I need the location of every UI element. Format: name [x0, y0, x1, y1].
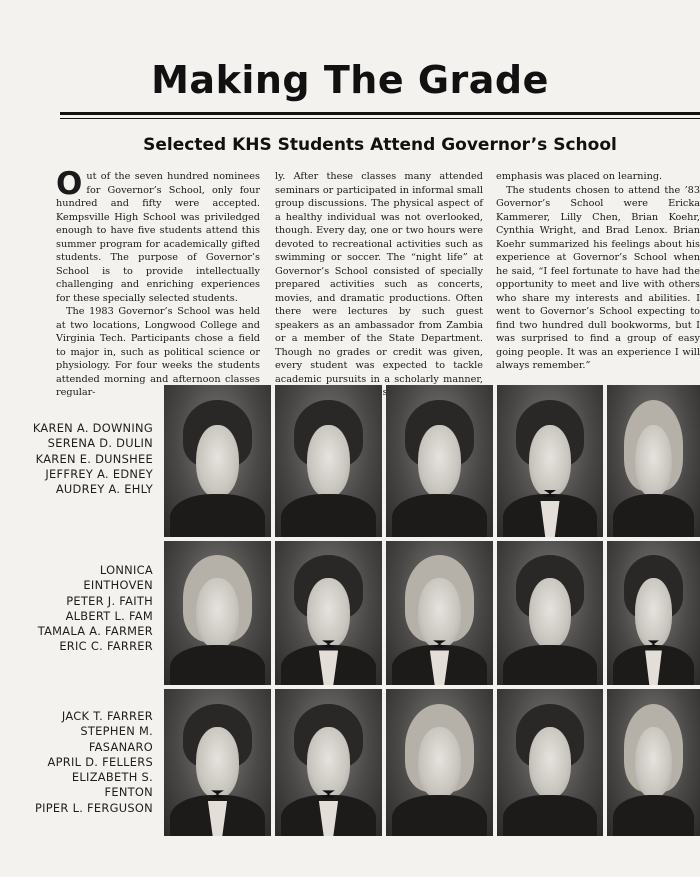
article-column-3 [496, 170, 700, 373]
student-name: KAREN E. DUNSHEE [35, 451, 153, 466]
student-portrait [386, 689, 493, 836]
student-portrait [275, 541, 382, 685]
article-column-2 [275, 170, 483, 400]
student-portrait [497, 689, 603, 836]
name-list-row-1 [0, 421, 153, 497]
column-3-paragraph-1: emphasis was placed on learning. [496, 171, 663, 182]
student-name: FENTON [104, 785, 153, 800]
student-name: PIPER L. FERGUSON [34, 800, 153, 815]
student-portrait [607, 689, 700, 836]
student-portrait [386, 385, 493, 537]
student-portrait [164, 385, 271, 537]
student-name: ELIZABETH S. [71, 770, 153, 785]
article-headline: Selected KHS Students Attend Governor’s School [143, 135, 617, 155]
title-rule-thin [60, 118, 700, 119]
column-1-paragraph-2: The 1983 Governor’s School was held at two locations, Longwood College and Virginia Tech. Participants chose a field to major in, such as political science or physiology. For four weeks the students attended morning and afternoon classes regular- [56, 306, 260, 398]
student-portrait [275, 689, 382, 836]
name-list-row-3 [0, 709, 153, 816]
student-name: JACK T. FARRER [61, 709, 153, 723]
student-portrait [607, 385, 700, 537]
column-3-paragraph-2: The students chosen to attend the ’83 Governor’s School were Ericka Kammerer, Lilly Chen, Brian Koehr, Cynthia Wright, and Brad Lenox. Brian Koehr summarized his feelings about his experience at Governor’s School when he said, “I feel fortunate to have had the opportunity to meet and live with others who share my interests and abilities. I went to Governor’s School expecting to find two hundred dull bookworms, but I was surprised to find a group of easy going people. It was an experience I will always remember.” [496, 184, 700, 371]
name-list-row-2 [0, 563, 153, 655]
student-name: ERIC C. FARRER [59, 639, 153, 654]
student-name: APRIL D. FELLERS [47, 754, 153, 769]
student-portrait [275, 385, 382, 537]
student-name: STEPHEN M. [80, 724, 153, 739]
student-portrait [497, 541, 603, 685]
student-name: PETER J. FAITH [66, 593, 153, 608]
student-name: SERENA D. DULIN [47, 436, 153, 451]
article-column-1 [56, 166, 260, 400]
drop-cap: O [56, 166, 83, 202]
student-name: KAREN A. DOWNING [32, 421, 153, 435]
student-portrait [607, 541, 700, 685]
student-portrait [386, 541, 493, 685]
student-portrait [164, 689, 271, 836]
student-name: ALBERT L. FAM [65, 608, 153, 623]
page-title: Making The Grade [151, 58, 549, 102]
student-name: AUDREY A. EHLY [55, 482, 153, 497]
title-rule-thick [60, 112, 700, 115]
student-name: EINTHOVEN [83, 578, 153, 593]
student-portrait [497, 385, 603, 537]
student-name: FASANARO [88, 739, 153, 754]
student-portrait [164, 541, 271, 685]
column-2-paragraph-1: ly. After these classes many attended seminars or participated in informal small group discussions. The physical aspect of a healthy individual was not overlooked, though. Every day, one or two hours were devoted to recreational activities such as swimming or soccer. The “night life” at Governor’s School consisted of specially prepared activities such as concerts, movies, and dramatic productions. Often there were lectures by such guest speakers as an ambassador from Zambia or a member of the State Department. Though no grades or credit was given, every student was expected to tackle academic pursuits in a scholarly manner, [275, 171, 483, 385]
column-1-paragraph-1: ut of the seven hundred nominees for Governor’s School, only four hundred and fifty were accepted. Kempsville High School was priviledged enough to have five students attend this summer program for academically gifted students. The purpose of Governor’s School is to provide intellectually challenging and enriching experiences for these specially selected students. [56, 171, 260, 304]
student-name: TAMALA A. FARMER [37, 624, 153, 639]
student-name: LONNICA [99, 563, 153, 577]
student-name: JEFFREY A. EDNEY [45, 466, 153, 481]
